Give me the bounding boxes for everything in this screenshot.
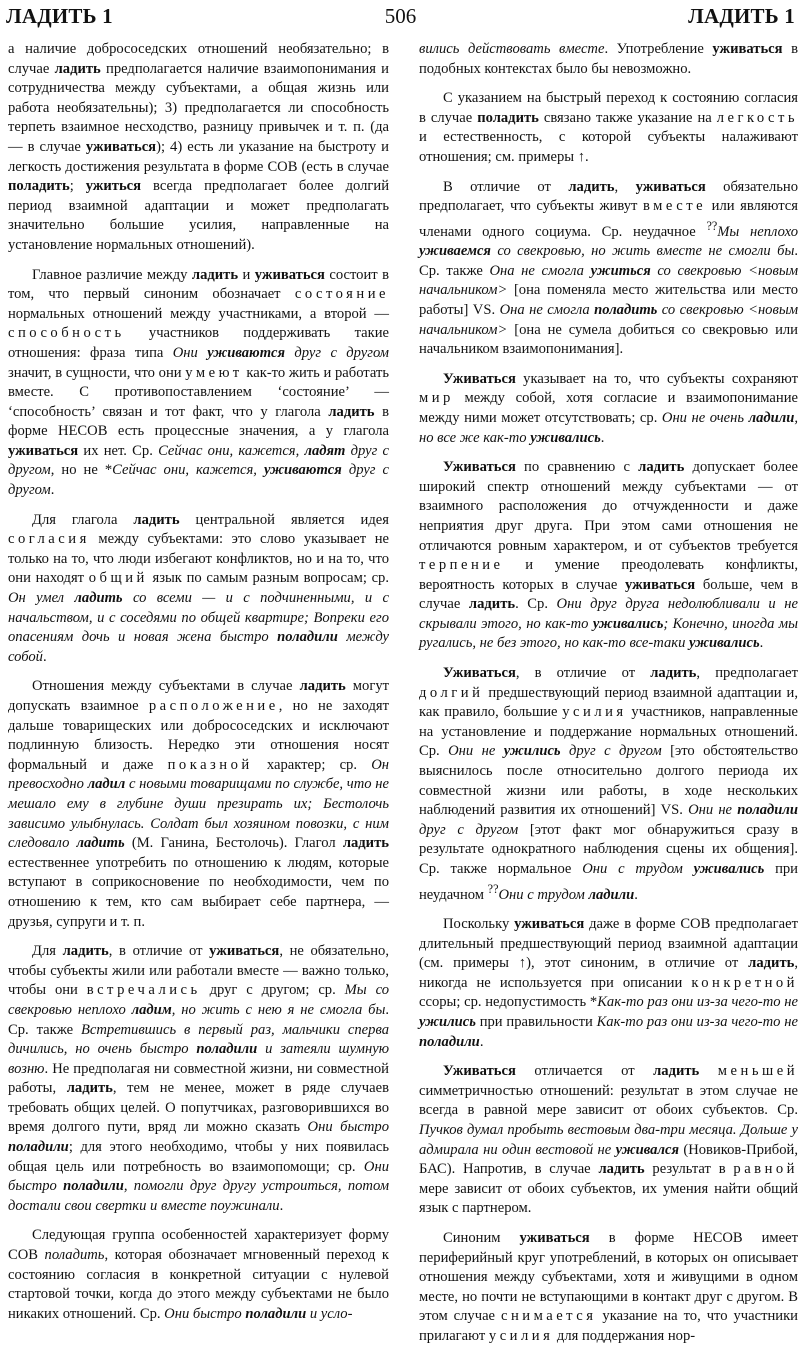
text-run: или являются членами одного социума. Ср. неудачное: [419, 198, 798, 240]
text-run: ссоры; ср. недопустимость *: [419, 994, 598, 1011]
text-run: уживаться: [635, 178, 706, 195]
text-run: со свекровью, но жить вместе не смогли бы: [490, 243, 795, 260]
paragraph: [419, 664, 798, 905]
text-run: связано также указание на: [538, 109, 717, 126]
text-run: даже в форме СОВ предполагает длительный предшествующий период взаимной адаптации (см. примеры ↑), этот синоним, в отличие от: [419, 916, 798, 972]
text-run: между собой, хотя согласие и взаимопонимание между ними может отсутствовать; ср.: [419, 390, 798, 426]
text-run: , но не *: [50, 462, 113, 479]
text-run: Для глагола: [32, 511, 134, 528]
text-run: ??: [487, 881, 499, 896]
text-run: ужились: [503, 743, 561, 760]
text-run: Главное различие между: [32, 266, 192, 283]
paragraph: [419, 370, 798, 448]
paragraph: [419, 40, 798, 79]
text-run: Пучков думал пробыть вестовым два-три месяца. Дольше у адмирала ни один вестовой не: [419, 1122, 798, 1158]
text-run: при правильности: [475, 1014, 597, 1031]
text-run: Как-то раз они из-за чего-то не: [597, 994, 798, 1011]
text-run: общий: [88, 570, 148, 587]
text-run: .: [50, 482, 55, 499]
text-run: уживались: [693, 861, 765, 878]
text-run: нормальных отношений между участниками, а второй —: [8, 305, 389, 322]
text-run: , предполагает: [696, 665, 798, 682]
text-run: , но жить с нею я не смогла бы: [171, 1001, 386, 1018]
text-run: , которая обозначает мгновенный переход к состоянию согласия в конкретной ситуации с нулевой стартовой точки, когда до этого между субъектами не было никаких отношений. Ср.: [8, 1247, 390, 1322]
text-run: уживаться: [8, 442, 79, 459]
text-run: ладим: [131, 1001, 172, 1018]
text-run: . Ср. также: [8, 1001, 389, 1038]
text-run: уживаться: [254, 266, 325, 283]
text-run: Они быстро: [8, 1158, 389, 1195]
text-run: ; для этого необходимо, чтобы у них появилась общая цель или потребность во взаимопомощи; ср.: [8, 1139, 389, 1175]
text-run: ;: [69, 178, 86, 195]
text-run: естественнее употребить по отношению к людям, которые вступают в соприкосновение по необходимости, чем по отношению к тем, кто сам выбирает себе партнера, — друзья, супруги и т. п.: [8, 854, 389, 930]
text-run: состоит в том, что первый синоним обозначает: [8, 266, 389, 303]
text-run: уживались: [689, 635, 760, 652]
text-run: Сейчас они, кажется,: [158, 442, 305, 459]
text-run: ладить: [748, 955, 795, 972]
text-run: как-то жить и работать вместе. С противопоставлением ‘состояние’ — ‘способность’ связан и тот факт, что у глагола: [8, 364, 389, 420]
text-run: и естественность, с которой субъекты налаживают отношения; см. примеры ↑.: [419, 129, 798, 165]
text-run: в форме НЕСОВ имеет периферийный круг употреблений, в которых он описывает отношения между субъектами, хотя и живущими в одном месте, но почти не вступающими в контакт друг с другом. В этом случае: [419, 1229, 799, 1325]
text-run: ладить: [62, 943, 109, 960]
text-run: уживаются: [207, 344, 286, 361]
text-run: ладить: [54, 60, 101, 77]
text-run: .: [42, 648, 47, 665]
text-run: ладить: [638, 459, 685, 476]
text-run: умеют: [185, 364, 243, 381]
text-run: состояние: [294, 286, 389, 303]
text-run: и умение преодолевать конфликты, вероятность которых в случае: [419, 557, 798, 593]
text-run: между субъектами: это слово указывает не только на то, что люди избегают конфликтов, но и на то, что они находят: [8, 531, 389, 587]
text-run: Они быстро: [307, 1119, 390, 1136]
text-run: с новыми товарищами по службе, что не мешало ему в глубине души презирать их; Бестолочь зависимо улыбнулась. Солдат был хозяином повозки, с ним следовало: [8, 776, 389, 852]
text-run: уживались: [530, 429, 601, 446]
text-run: [699, 1063, 718, 1079]
text-run: . Ср. также: [419, 243, 798, 279]
paragraph: [419, 915, 798, 1052]
text-run: и усло-: [306, 1305, 353, 1322]
text-run: уживаться: [209, 943, 280, 960]
text-run: ужились: [419, 1014, 476, 1031]
text-run: при неудачном: [419, 861, 798, 903]
text-run: Они не: [688, 802, 738, 819]
text-run: конкретной: [691, 974, 798, 991]
text-run: ладить: [191, 266, 239, 283]
right-column: [419, 40, 799, 1344]
text-run: Они не: [448, 743, 504, 760]
text-run: участников поддерживать такие отношения: фраза типа: [8, 325, 389, 361]
text-run: и: [238, 266, 255, 283]
text-run: уживаться: [625, 576, 696, 593]
text-run: уживаться: [514, 916, 585, 933]
text-run: Она не смогла: [489, 262, 591, 279]
text-run: ладить: [598, 1161, 645, 1178]
text-run: Они с трудом: [582, 861, 694, 878]
text-run: для поддержания нор-: [553, 1327, 696, 1344]
text-run: Мы неплохо: [717, 223, 798, 240]
text-run: ладить: [133, 511, 180, 528]
text-run: ладить: [653, 1063, 700, 1080]
text-run: друг с другом: [8, 442, 389, 479]
text-run: [этот факт мог обнаружиться сразу в результате однократного наблюдения сцены их общения]. Ср. также нормальное: [419, 821, 798, 878]
text-run: указывает на то, что субъекты сохраняют: [515, 370, 798, 387]
text-run: поладить: [8, 178, 70, 195]
text-run: уживались: [592, 615, 664, 632]
text-run: язык по самым разным вопросам; ср.: [147, 570, 389, 587]
text-run: симметричностью отношений: результат в этом случае не всегда в равной мере зависит от обоих субъектов. Ср.: [419, 1082, 798, 1119]
text-run: . Не предполагая ни совместной жизни, ни совместной работы,: [8, 1060, 389, 1097]
text-run: друг с другом: [560, 743, 662, 760]
text-run: со всеми — и с подчиненными, и с начальством, и с соседями по общей квартире; Вопреки его опасениям дочь и новая жена быстро: [8, 590, 389, 646]
text-run: уживаться: [519, 1229, 590, 1246]
text-run: Они друг друга недолюбливали и не скрывали этого, но как-то: [419, 596, 799, 632]
text-run: [это обстоятельство выяснилось после относительно долгого периода их совместной жизни или работы, в ходе нескольких наблюдений развития их отношений] VS.: [419, 743, 798, 819]
text-run: Как-то раз они из-за чего-то не: [596, 1014, 798, 1031]
text-run: ладил: [87, 776, 126, 793]
text-run: , никогда не используется при описании: [419, 955, 798, 991]
text-run: терпение: [419, 557, 504, 574]
text-run: Отношения между субъектами в случае: [32, 678, 300, 695]
page-number: 506: [384, 4, 417, 28]
text-run: долгий: [419, 684, 484, 701]
text-run: результат в: [644, 1161, 734, 1178]
text-run: способность: [8, 325, 125, 342]
text-run: со свекровью <новым начальником>: [419, 301, 799, 338]
text-run: расположение: [148, 698, 279, 714]
page-header: [6, 4, 795, 34]
text-run: (Новиков-Прибой, БАС). Напротив, в случае: [419, 1141, 798, 1178]
text-run: уживался: [615, 1141, 679, 1158]
text-run: вились действовать вместе: [419, 41, 605, 57]
text-run: центральной является идея: [179, 511, 389, 528]
text-run: Уживаться: [443, 459, 516, 476]
text-run: Поскольку: [443, 916, 515, 933]
text-run: поладили: [277, 629, 338, 646]
text-run: между собой: [8, 629, 389, 665]
text-run: Уживаться: [443, 1063, 516, 1080]
text-run: С указанием на быстрый переход к состоянию согласия в случае: [419, 90, 798, 126]
text-run: снимается: [501, 1308, 597, 1325]
text-run: со свекровью <новым начальником>: [419, 262, 799, 299]
text-run: уживаться: [85, 138, 157, 155]
text-run: Синоним: [443, 1229, 520, 1246]
text-run: ; Конечно, иногда мы ругались, не без этого, но как-то все-таки: [419, 615, 798, 652]
text-run: , в отличие от: [108, 943, 210, 960]
text-run: Они: [172, 344, 208, 361]
text-run: , не обязательно, чтобы субъекты жили или работали вместе — важно только, чтобы они: [8, 943, 389, 999]
text-run: ладить: [66, 1080, 113, 1097]
paragraph: [8, 40, 389, 256]
paragraph: [419, 1062, 798, 1219]
text-run: Встретившись в первый раз, мальчики сперва дичились, но очень быстро: [8, 1021, 389, 1058]
text-run: , в отличие от: [515, 665, 651, 682]
text-run: ладить: [74, 590, 123, 607]
text-run: .: [634, 886, 638, 903]
text-run: Они быстро: [164, 1305, 246, 1322]
text-run: могут допускать взаимное: [8, 678, 389, 714]
text-run: Для: [32, 943, 63, 960]
text-run: Они не очень: [661, 409, 749, 426]
paragraph: [419, 178, 798, 360]
text-run: , но не заходят дальше товарищеских или добрососедских и исключают подлинную близость. Нередко эти отношения носят формальный и даже: [8, 698, 389, 773]
paragraph: [8, 1226, 389, 1324]
text-run: (М. Ганина, Бестолочь). Глагол: [124, 835, 343, 852]
text-run: значит, в сущности, что они: [8, 364, 186, 381]
text-run: легкость: [716, 109, 798, 126]
text-run: ??: [706, 218, 718, 233]
text-run: а наличие добрососедских отношений необязательно; в случае: [8, 41, 389, 77]
paragraph: [8, 942, 389, 1216]
text-run: , помогли друг другу устроиться, потом достали свои свертки и вместе поужинали: [8, 1178, 390, 1214]
text-run: больше, чем в случае: [419, 576, 798, 613]
text-run: .: [759, 635, 764, 652]
text-run: ладили: [748, 409, 795, 426]
text-run: отличается от: [515, 1063, 654, 1080]
text-run: поладить: [44, 1247, 105, 1264]
text-run: и затеяли шумную возню: [8, 1041, 389, 1077]
text-run: допускает более широкий спектр отношений между субъектами — от взаимного расположения до отчужденности и даже неприятия друг друга. При этом сами отношения не отличаются ровным характером, и от субъектов требуется: [419, 459, 798, 554]
text-run: .: [479, 1033, 484, 1050]
text-run: ужиться: [85, 178, 142, 195]
text-run: ладить: [76, 835, 125, 852]
text-run: Следующая группа особенностей характеризует форму СОВ: [8, 1227, 389, 1264]
text-run: ладить: [342, 835, 389, 852]
text-run: поладили: [196, 1041, 258, 1058]
text-run: поладили: [737, 802, 799, 819]
text-run: мир: [419, 390, 454, 407]
text-run: друг с другом: [285, 344, 389, 361]
text-run: Мы со свекровью неплохо: [8, 982, 389, 1018]
text-run: ладить: [568, 178, 615, 195]
text-run: всегда предполагает более долгий период взаимной адаптации и может предполагать значительно большие усилия, направленные на установление нормальных отношений).: [8, 178, 389, 253]
paragraph: [419, 1229, 798, 1347]
text-run: ); 4) есть ли указание на быстроту и легкость достижения результата в форме СОВ (есть в случае: [8, 138, 389, 175]
text-run: Он умел: [8, 590, 75, 607]
paragraph: [419, 89, 798, 167]
text-run: друг с другом: [419, 821, 519, 838]
text-run: уживаться: [712, 41, 783, 57]
text-run: Она не смогла: [499, 301, 595, 318]
text-run: усилия: [562, 704, 627, 721]
text-run: поладили: [245, 1305, 307, 1322]
text-run: [она поменяла место жительства или место работы] VS.: [419, 282, 798, 318]
paragraph: [419, 458, 798, 654]
text-run: ладить: [468, 596, 516, 613]
text-run: .: [600, 429, 605, 446]
text-run: ладить: [650, 665, 697, 682]
text-run: ладят: [304, 442, 346, 459]
text-run: Сейчас они, кажется,: [112, 462, 264, 479]
text-run: , тем не менее, может в ряде случаев требовать общих целей. О попутчиках, разговорившихся во время долгого пути, вряд ли можно сказать: [8, 1080, 389, 1136]
text-run: поладили: [63, 1178, 124, 1195]
text-run: участников, направленные на установление и поддержание нормальных отношений. Ср.: [419, 704, 798, 760]
text-run: в форме НЕСОВ есть процессные значения, а у глагола: [8, 403, 389, 440]
text-run: ладить: [299, 678, 346, 695]
text-run: поладить: [594, 301, 658, 318]
text-run: уживаемся: [419, 243, 491, 260]
text-run: усилия: [488, 1327, 554, 1344]
text-run: Он превосходно: [8, 756, 389, 793]
text-run: меньшей: [717, 1063, 798, 1080]
text-run: предполагается наличие взаимопонимания и сотрудничества между субъектами, а общая жизнь или работа необязательны); 3) предполагается ли способность терпеть взаимное несходство, разницу привычек и т. п. (да — в случае: [8, 60, 389, 155]
text-run: показной: [167, 756, 253, 773]
text-run: ладить: [328, 403, 375, 420]
text-run: Уживаться: [443, 665, 516, 682]
text-run: характер; ср.: [252, 756, 372, 773]
text-run: вместе: [643, 198, 707, 215]
text-run: друг с другом; ср.: [200, 982, 345, 999]
text-run: ,: [614, 178, 636, 195]
left-column: [8, 40, 390, 1322]
text-run: в подобных контекстах было бы невозможно.: [419, 41, 798, 77]
text-run: поладили: [419, 1033, 480, 1050]
text-run: Уживаться: [443, 370, 516, 387]
running-head-left: ЛАДИТЬ 1: [6, 4, 113, 28]
paragraph: [8, 266, 389, 501]
running-head-right: ЛАДИТЬ 1: [688, 4, 795, 28]
text-run: . Ср.: [515, 596, 557, 613]
text-run: В отличие от: [443, 178, 569, 195]
paragraph: [8, 511, 389, 668]
text-run: .: [279, 1197, 284, 1214]
text-run: Они с трудом: [498, 886, 589, 903]
text-run: , но все же как-то: [419, 409, 798, 446]
text-run: равной: [733, 1161, 798, 1178]
text-run: их нет. Ср.: [78, 442, 159, 459]
text-run: друг с другом: [8, 462, 389, 499]
text-run: предшествующий период взаимной адаптации и, как правило, большие: [419, 684, 798, 721]
text-run: обязательно предполагает, что субъекты живут: [419, 178, 799, 215]
text-run: уживаются: [263, 462, 342, 479]
paragraph: [8, 677, 389, 932]
text-run: согласия: [8, 531, 90, 548]
text-run: . Употребление: [604, 41, 713, 57]
text-run: указание на то, что участники прилагают: [419, 1308, 798, 1344]
text-run: мере зависит от обоих субъектов, их умения найти общий язык с партнером.: [419, 1180, 798, 1217]
text-run: поладить: [477, 109, 539, 126]
text-run: встречались: [86, 982, 201, 999]
text-run: [она не сумела добиться со свекровью или начальником взаимопонимания].: [419, 321, 798, 358]
text-run: поладили: [8, 1139, 69, 1156]
text-run: по сравнению с: [515, 459, 639, 476]
text-run: ладили: [588, 886, 635, 903]
text-run: ужиться: [590, 262, 651, 279]
